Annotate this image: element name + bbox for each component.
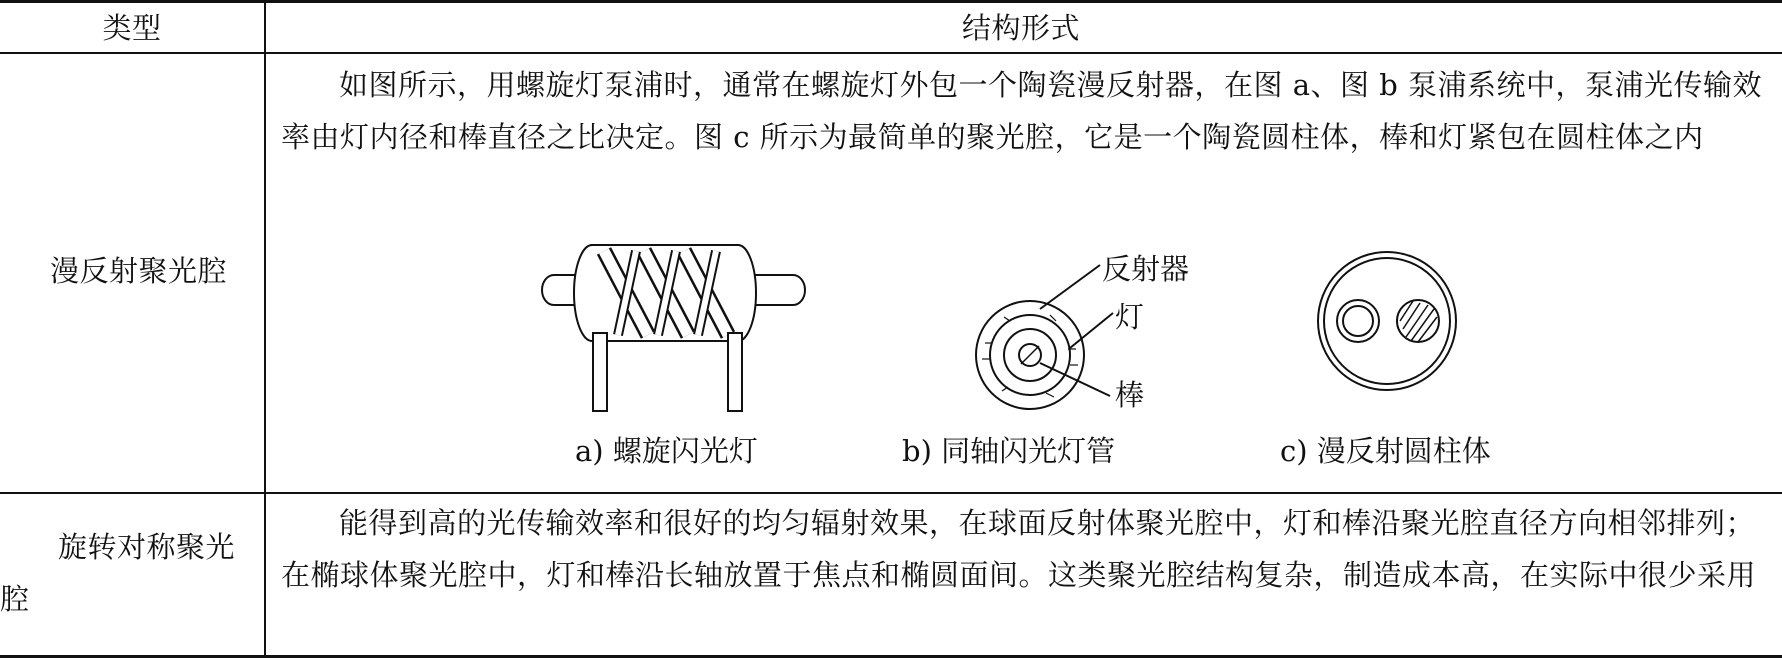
row1-type: 漫反射聚光腔 [50, 254, 228, 288]
header-structure: 结构形式 [961, 11, 1080, 45]
row1-description: 如图所示，用螺旋灯泵浦时，通常在螺旋灯外包一个陶瓷漫反射器，在图 a、图 b 泵浦系统中，泵浦光传输效率由灯内径和棒直径之比决定。图 c 所示为最简单的聚光腔，它是一个陶瓷圆柱体，棒和灯紧包在圆柱体之内 [281, 68, 1763, 154]
diffuse-cylinder-drawing [1318, 252, 1456, 390]
label-lamp: 灯 [1115, 300, 1145, 334]
header-type: 类型 [102, 11, 162, 45]
helical-lamp-drawing [542, 245, 805, 411]
label-rod: 棒 [1115, 378, 1145, 412]
label-reflector: 反射器 [1102, 252, 1190, 286]
coaxial-tube-drawing [976, 265, 1113, 409]
caption-a: a) 螺旋闪光灯 [575, 434, 758, 468]
caption-c: c) 漫反射圆柱体 [1280, 434, 1491, 468]
row2-description: 能得到高的光传输效率和很好的均匀辐射效果，在球面反射体聚光腔中，灯和棒沿聚光腔直径方向相邻排列；在椭球体聚光腔中，灯和棒沿长轴放置于焦点和椭圆面间。这类聚光腔结构复杂，制造成本高，在实际中很少采用 [281, 506, 1757, 592]
caption-b: b) 同轴闪光灯管 [902, 434, 1116, 468]
row2-type: 旋转对称聚光腔 [0, 530, 236, 616]
